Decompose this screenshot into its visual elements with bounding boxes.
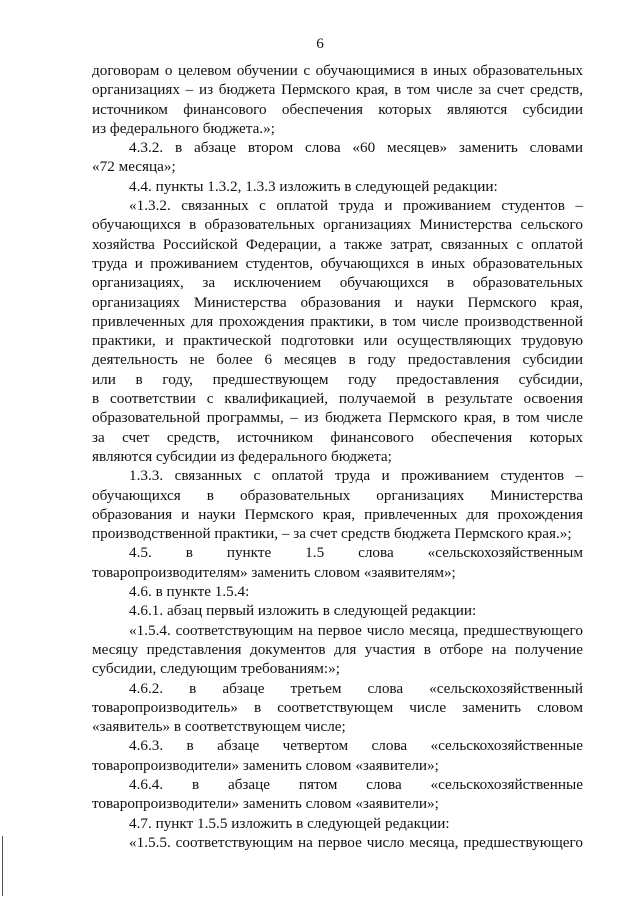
text-line: обучающихся в образовательных организациях Министерства сельского	[92, 216, 583, 234]
text-line: труда и проживанием студентов, обучающихся в иных образовательных	[92, 254, 583, 272]
text-line-last: 4.4. пункты 1.3.2, 1.3.3 изложить в следующей редакции:	[129, 177, 498, 195]
text-line-last: 4.6. в пункте 1.5.4:	[129, 583, 250, 601]
text-line: обучающихся в образовательных организациях Министерства	[92, 486, 583, 504]
paragraph	[92, 679, 583, 737]
text-line-last: 4.6.1. абзац первый изложить в следующей редакции:	[129, 602, 477, 620]
text-line: товаропроизводитель» в соответствующем числе заменить словом	[92, 698, 583, 716]
text-line-last: из федерального бюджета.»;	[92, 119, 275, 137]
text-line: привлеченных для прохождения практики, в том числе производственной	[92, 312, 583, 330]
text-line-last: товаропроизводители» заменить словом «заявители»;	[92, 756, 439, 774]
paragraph	[92, 775, 583, 814]
paragraph	[92, 582, 583, 601]
paragraph	[92, 138, 583, 177]
text-line: 4.6.3. в абзаце четвертом слова «сельскохозяйственные	[129, 737, 583, 755]
text-line: 1.3.3. связанных с оплатой труда и проживанием студентов –	[129, 467, 583, 485]
text-line: 4.5. в пункте 1.5 слова «сельскохозяйственным	[129, 544, 583, 562]
page-number: 6	[316, 35, 324, 52]
text-line-last: субсидии, следующим требованиям:»;	[92, 660, 340, 678]
paragraph	[92, 177, 583, 196]
paragraph	[92, 833, 583, 852]
paragraph	[92, 61, 583, 138]
text-line: практики, и практической подготовки или осуществляющих трудовую	[92, 332, 583, 350]
paragraph	[92, 814, 583, 833]
text-line-last: 4.7. пункт 1.5.5 изложить в следующей редакции:	[129, 814, 450, 832]
paragraph	[92, 621, 583, 679]
text-line: организациях, за исключением обучающихся в образовательных	[92, 274, 583, 292]
text-line: в соответствии с квалификацией, получаемой в результате освоения	[92, 390, 583, 408]
text-line: образовательной программы, – из бюджета Пермского края, в том числе	[92, 409, 583, 427]
text-line: за счет средств, источником финансового обеспечения которых	[92, 428, 583, 446]
text-line-last: товаропроизводителям» заменить словом «заявителям»;	[92, 563, 456, 581]
text-line: источником финансового обеспечения которых являются субсидии	[92, 100, 583, 118]
paragraph	[92, 466, 583, 543]
text-line-last: являются субсидии из федерального бюджета;	[92, 447, 392, 465]
text-line: организациях – из бюджета Пермского края, в том числе за счет средств,	[92, 81, 583, 99]
document-body	[92, 61, 583, 852]
scan-edge-line	[2, 836, 3, 896]
paragraph	[92, 601, 583, 620]
text-line: месяцу представления документов для участия в отборе на получение	[92, 640, 583, 658]
text-line: 4.6.2. в абзаце третьем слова «сельскохозяйственный	[129, 679, 583, 697]
text-line: «1.5.4. соответствующим на первое число месяца, предшествующего	[129, 621, 583, 639]
text-line-last: «заявитель» в соответствующем числе;	[92, 718, 346, 736]
text-line-last: производственной практики, – за счет средств бюджета Пермского края.»;	[92, 525, 572, 543]
text-line: организациях Министерства образования и науки Пермского края,	[92, 293, 583, 311]
text-line-last: товаропроизводители» заменить словом «заявители»;	[92, 795, 439, 813]
text-line: договорам о целевом обучении с обучающимися в иных образовательных	[92, 62, 583, 79]
text-line: образования и науки Пермского края, привлеченных для прохождения	[92, 505, 583, 523]
text-line: «1.3.2. связанных с оплатой труда и проживанием студентов –	[129, 197, 583, 215]
paragraph	[92, 543, 583, 582]
text-line-last: «72 месяца»;	[92, 158, 176, 176]
text-line: или в году, предшествующем году предоставления субсидии,	[92, 370, 583, 388]
text-line: 4.6.4. в абзаце пятом слова «сельскохозяйственные	[129, 775, 583, 793]
text-line: хозяйства Российской Федерации, а также затрат, связанных с оплатой	[92, 235, 583, 253]
text-line: «1.5.5. соответствующим на первое число месяца, предшествующего	[129, 833, 583, 851]
text-line: деятельность не более 6 месяцев в году предоставления субсидии	[92, 351, 583, 369]
text-line: 4.3.2. в абзаце втором слова «60 месяцев» заменить словами	[129, 139, 583, 157]
paragraph	[92, 736, 583, 775]
paragraph	[92, 196, 583, 466]
